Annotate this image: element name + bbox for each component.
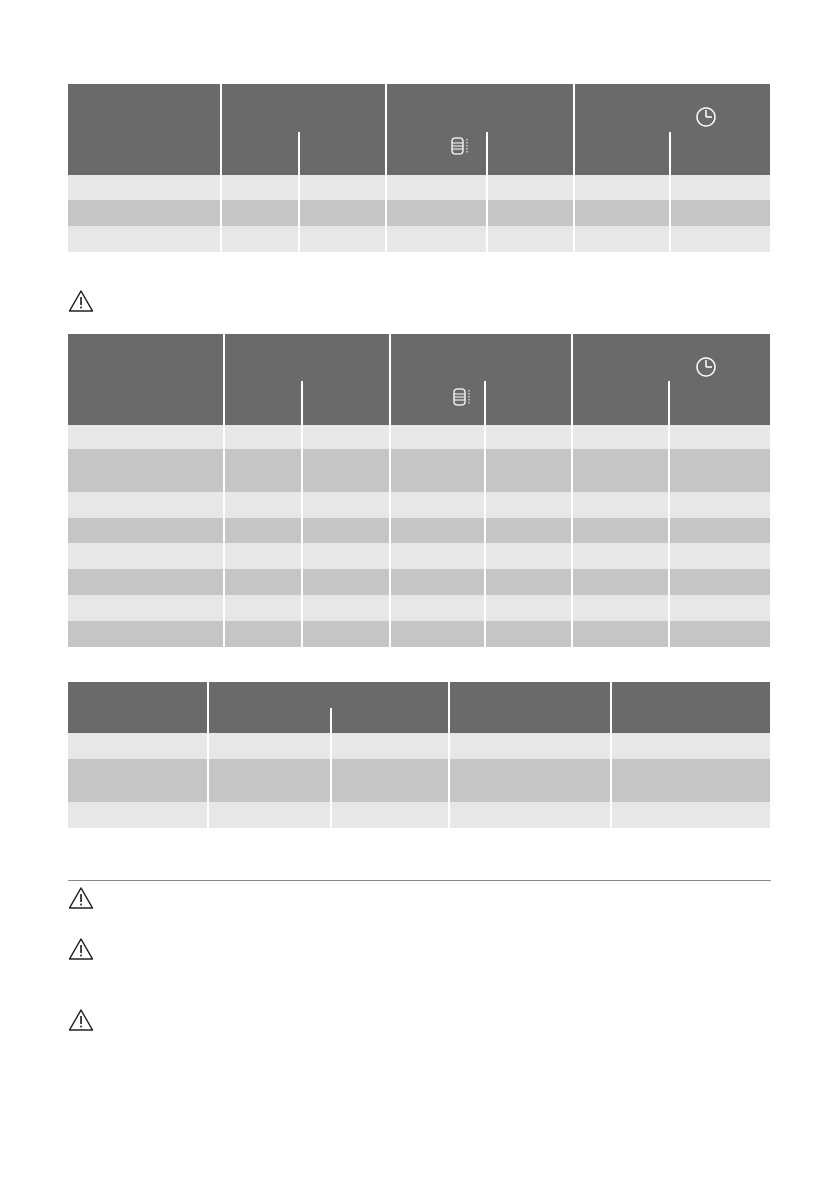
shelf-level-icon: [452, 386, 474, 413]
table-row: [68, 543, 770, 569]
table-row: [68, 425, 770, 449]
warning-icon: [68, 937, 94, 961]
column-divider: [330, 708, 332, 828]
warning-icon: [68, 289, 94, 313]
table-row: [68, 226, 770, 252]
table-row: [68, 449, 770, 492]
timer-icon: [695, 356, 717, 383]
column-divider: [220, 84, 222, 252]
warning-icon: [68, 1008, 94, 1032]
column-divider: [484, 381, 486, 647]
table-row: [68, 492, 770, 518]
table-1-header: [68, 84, 770, 175]
warning-icon: [68, 886, 94, 910]
table-row: [68, 595, 770, 621]
column-divider: [223, 334, 225, 647]
column-divider: [207, 682, 209, 828]
table-row: [68, 759, 770, 802]
column-divider: [385, 84, 387, 252]
table-row: [68, 621, 770, 647]
column-divider: [298, 132, 300, 252]
column-divider: [610, 682, 612, 828]
table-row: [68, 569, 770, 595]
section-divider: [68, 880, 771, 881]
column-divider: [573, 84, 575, 252]
table-row: [68, 200, 770, 226]
table-row: [68, 802, 770, 828]
table-row: [68, 518, 770, 543]
column-divider: [301, 381, 303, 647]
table-2: [68, 334, 770, 647]
table-3: [68, 682, 770, 828]
table-2-header: [68, 334, 770, 425]
table-row: [68, 175, 770, 200]
column-divider: [389, 334, 391, 647]
shelf-level-icon: [450, 135, 472, 162]
column-divider: [448, 682, 450, 828]
column-divider: [669, 132, 671, 252]
table-3-header: [68, 682, 770, 733]
column-divider: [571, 334, 573, 647]
column-divider: [668, 381, 670, 647]
table-row: [68, 733, 770, 759]
column-divider: [486, 132, 488, 252]
timer-icon: [695, 106, 717, 133]
table-1: [68, 84, 770, 252]
